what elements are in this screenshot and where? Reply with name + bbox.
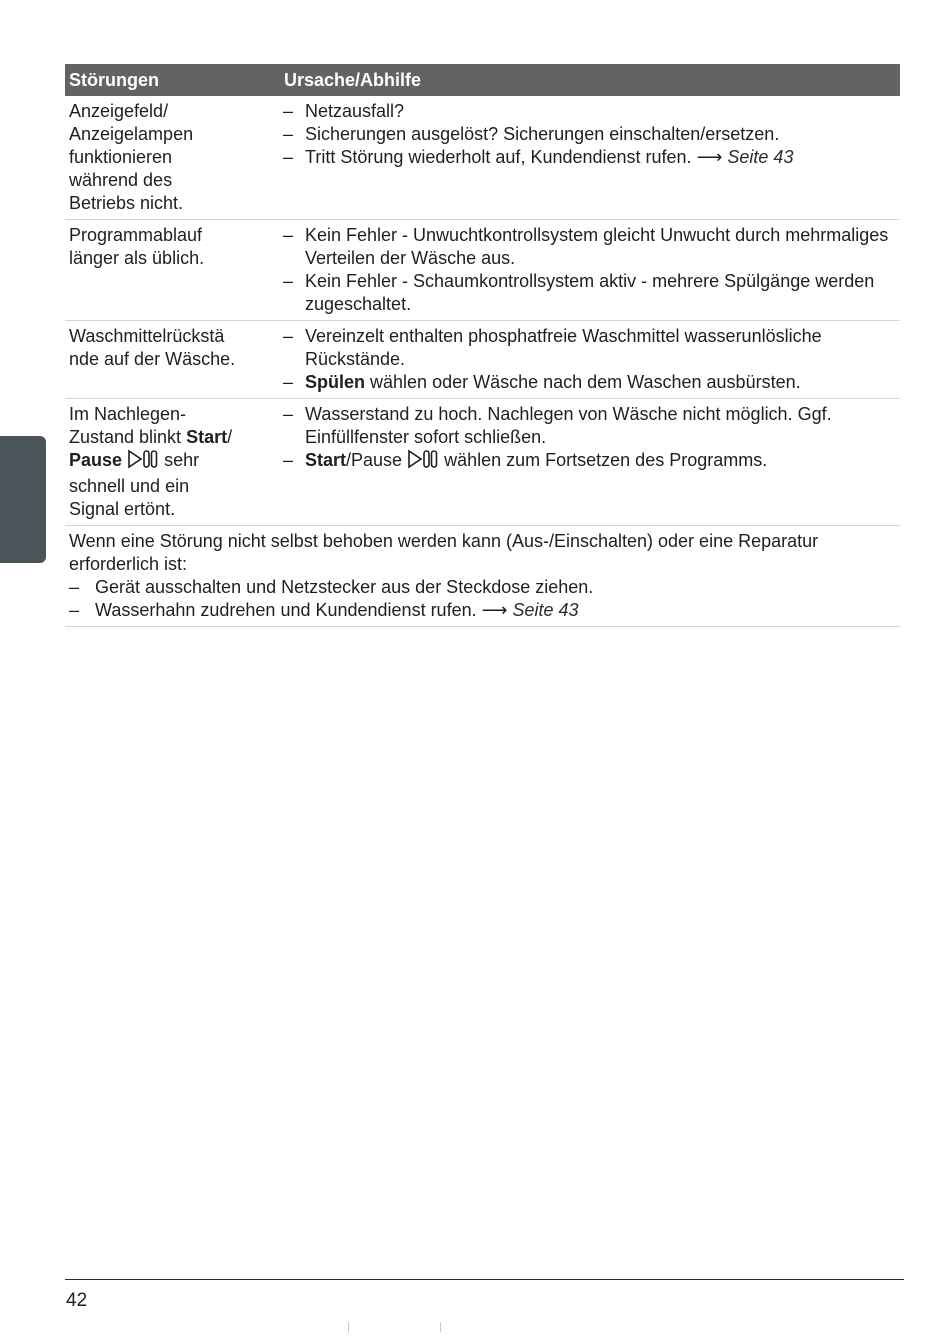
list-item [280, 123, 900, 146]
list-item [280, 449, 900, 475]
fault-table [65, 64, 900, 627]
fault-text: Signal ertönt. [69, 499, 176, 519]
fault-text: nde auf der Wäsche. [69, 349, 236, 369]
dash-bullet: – [283, 225, 294, 245]
note-intro: Wenn eine Störung nicht selbst behoben werden kann (Aus-/Einschalten) oder eine Reparatur erforderlich ist: [69, 531, 819, 574]
dash-bullet: – [283, 147, 294, 167]
note-step-body: Wasserhahn zudrehen und Kundendienst rufen. [95, 600, 477, 620]
dash-bullet: – [283, 372, 294, 392]
fault-text: länger als üblich. [69, 248, 205, 268]
repair-note [65, 526, 900, 627]
button-name: Start [305, 450, 347, 470]
fault-text: während des [69, 170, 173, 190]
dash-bullet: – [283, 326, 294, 346]
cause-text-body: wählen oder Wäsche nach dem Waschen ausbürsten. [370, 372, 801, 392]
cause-text-body: Tritt Störung wiederholt auf, Kundendienst rufen. [305, 147, 692, 167]
cause-text: Netzausfall? [305, 101, 405, 121]
play-pause-icon [127, 449, 159, 475]
cause-text-body: wählen zum Fortsetzen des Programms. [444, 450, 768, 470]
list-item [280, 403, 900, 449]
fault-cell [65, 403, 280, 521]
page-number: 42 [66, 1290, 88, 1311]
table-row [65, 220, 900, 321]
fault-cell [65, 325, 280, 394]
fault-text-part: sehr [164, 450, 200, 470]
fault-text: Waschmittelrückstä [69, 326, 225, 346]
dash-bullet: – [283, 404, 294, 424]
table-row [65, 399, 900, 526]
cause-text [305, 146, 900, 169]
note-step [95, 599, 900, 622]
fault-text: Programmablauf [69, 225, 203, 245]
arrow-right-icon: ⟶ [481, 600, 508, 620]
cause-text: Vereinzelt enthalten phosphatfreie Waschmittel wasserunlösliche Rückstände. [305, 326, 822, 369]
fault-cell [65, 100, 280, 215]
crop-mark [348, 1322, 349, 1332]
dash-bullet: – [283, 450, 294, 470]
table-row [65, 96, 900, 220]
fault-text [69, 426, 280, 449]
list-item [280, 371, 900, 394]
play-pause-icon [407, 449, 439, 475]
cause-text: Sicherungen ausgelöst? Sicherungen einschalten/ersetzen. [305, 124, 780, 144]
page-reference[interactable]: Seite 43 [512, 600, 579, 620]
fault-text: Im Nachlegen- [69, 404, 187, 424]
cause-text [305, 371, 900, 394]
list-item [280, 100, 900, 123]
program-name: Spülen [305, 372, 366, 392]
fault-text: Anzeigelampen [69, 124, 194, 144]
dash-bullet: – [69, 577, 80, 597]
dash-bullet: – [283, 271, 294, 291]
fault-text: funktionieren [69, 147, 173, 167]
arrow-right-icon: ⟶ [696, 147, 723, 167]
cause-text [305, 449, 900, 475]
list-item [280, 325, 900, 371]
note-step: Gerät ausschalten und Netzstecker aus der Steckdose ziehen. [95, 577, 594, 597]
cause-cell [280, 403, 900, 521]
cause-text: Kein Fehler - Unwuchtkontrollsystem gleicht Unwucht durch mehrmaliges Verteilen der Wäsche aus. [305, 225, 889, 268]
dash-bullet: – [69, 600, 80, 620]
fault-text-part: / [227, 427, 233, 447]
cause-text: Wasserstand zu hoch. Nachlegen von Wäsche nicht möglich. Ggf. Einfüllfenster sofort schließen. [305, 404, 832, 447]
table-row [65, 321, 900, 399]
button-name: Pause [69, 450, 123, 470]
crop-mark [440, 1322, 441, 1332]
cause-text: Kein Fehler - Schaumkontrollsystem aktiv - mehrere Spülgänge werden zugeschaltet. [305, 271, 875, 314]
header-faults: Störungen [69, 70, 159, 90]
table-header [65, 64, 900, 96]
list-item [280, 224, 900, 270]
page-reference[interactable]: Seite 43 [727, 147, 794, 167]
fault-text: schnell und ein [69, 476, 190, 496]
chapter-tab [0, 436, 46, 563]
fault-text: Betriebs nicht. [69, 193, 184, 213]
dash-bullet: – [283, 124, 294, 144]
fault-text [69, 449, 280, 475]
list-item [280, 146, 900, 169]
list-item [69, 576, 900, 599]
button-name: Start [186, 427, 228, 447]
button-name-part: /Pause [346, 450, 403, 470]
header-cause-remedy: Ursache/Abhilfe [284, 70, 422, 90]
cause-cell [280, 325, 900, 394]
cause-cell [280, 100, 900, 215]
footer-divider [65, 1279, 904, 1280]
fault-cell [65, 224, 280, 316]
cause-cell [280, 224, 900, 316]
dash-bullet: – [283, 101, 294, 121]
list-item [69, 599, 900, 622]
list-item [280, 270, 900, 316]
fault-text: Anzeigefeld/ [69, 101, 169, 121]
fault-text-part: Zustand blinkt [69, 427, 182, 447]
